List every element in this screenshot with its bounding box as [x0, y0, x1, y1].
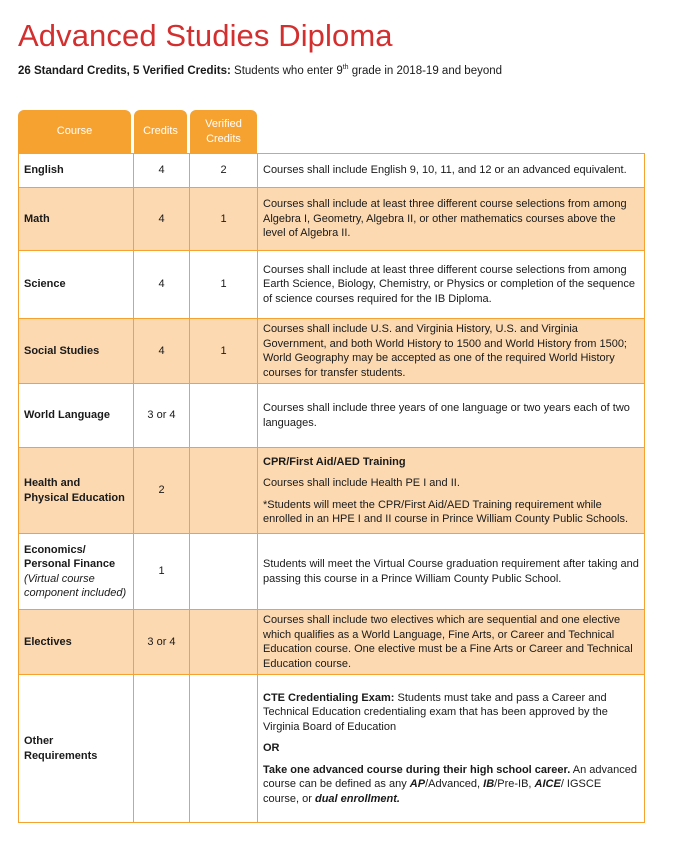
advanced-text: /Advanced, [425, 778, 481, 791]
table-row [19, 154, 645, 188]
credits-cell: 4 [134, 154, 190, 188]
cte-label: CTE Credentialing Exam: [263, 691, 395, 704]
description-cell: Courses shall include U.S. and Virginia History, U.S. and Virginia Government, and both World History to 1500 and World History from 1500; World Geography may be accepted as one of the required World History courses for transfer students. [258, 319, 645, 384]
advanced-text: / IGSCE course, or [263, 778, 602, 805]
advanced-course-paragraph [263, 763, 639, 807]
header-credits: Credits [134, 110, 187, 153]
course-cell: Social Studies [19, 319, 134, 384]
verified-credits-cell [190, 384, 258, 448]
credits-cell: 2 [134, 448, 190, 534]
description-cell [258, 448, 645, 534]
course-line: Health and [24, 477, 81, 489]
description-paragraph: Courses shall include Health PE I and II. [263, 477, 460, 489]
header-verified-line1: Verified [205, 117, 242, 130]
course-cell: Math [19, 188, 134, 251]
verified-credits-cell: 1 [190, 188, 258, 251]
subtitle-superscript: th [342, 64, 349, 71]
page-title: Advanced Studies Diploma [18, 18, 393, 53]
table-row [19, 534, 645, 610]
dual-enrollment-term: dual enrollment. [314, 792, 400, 805]
course-line: Physical Education [24, 491, 125, 504]
subtitle-text-post: grade in 2018-19 and beyond [351, 64, 503, 77]
verified-credits-cell: 1 [190, 319, 258, 384]
table-row [19, 384, 645, 448]
cte-text: Students must take and pass a Career and Technical Education credentialing exam that has been approved by the Virginia Board of Education [263, 691, 608, 733]
table-row [19, 188, 645, 251]
description-cell: Courses shall include at least three different course selections from among Earth Science, Biology, Chemistry, or Physics or completion of the sequence of science courses required for the IB Diploma. [258, 251, 645, 319]
or-label: OR [263, 742, 280, 755]
credits-cell: 1 [134, 534, 190, 610]
course-line: Personal Finance [24, 558, 116, 570]
course-cell: Science [19, 251, 134, 319]
course-line: Economics/ [24, 543, 86, 556]
course-cell [19, 675, 134, 823]
credits-cell: 4 [134, 319, 190, 384]
cte-paragraph [263, 691, 639, 735]
credits-cell: 3 or 4 [134, 384, 190, 448]
course-cell: Electives [19, 610, 134, 675]
course-line: Requirements [24, 749, 98, 762]
course-line: Other [24, 735, 54, 747]
credits-cell [134, 675, 190, 823]
credits-cell: 4 [134, 188, 190, 251]
verified-credits-cell [190, 534, 258, 610]
description-cell: Courses shall include three years of one language or two years each of two languages. [258, 384, 645, 448]
header-verified-line2: Credits [206, 132, 241, 145]
description-cell: Students will meet the Virtual Course graduation requirement after taking and passing this course in a Prince William County Public School. [258, 534, 645, 610]
verified-credits-cell [190, 448, 258, 534]
description-paragraph: *Students will meet the CPR/First Aid/AED Training requirement while enrolled in an HPE I and II course in Prince William County Public Schools. [263, 498, 629, 525]
table-row [19, 319, 645, 384]
cpr-heading: CPR/First Aid/AED Training [263, 455, 406, 468]
advanced-text: /Pre-IB, [494, 778, 532, 791]
ap-term: AP [409, 778, 426, 791]
advanced-course-label: Take one advanced course during their high school career. [263, 763, 571, 776]
header-course: Course [18, 110, 131, 153]
aice-term: AICE [534, 778, 561, 791]
verified-credits-cell: 2 [190, 154, 258, 188]
description-cell: Courses shall include English 9, 10, 11, and 12 or an advanced equivalent. [258, 154, 645, 188]
verified-credits-cell [190, 610, 258, 675]
description-cell [258, 675, 645, 823]
table-row [19, 251, 645, 319]
table-row [19, 610, 645, 675]
course-cell [19, 534, 134, 610]
verified-credits-cell [190, 675, 258, 823]
credits-cell: 3 or 4 [134, 610, 190, 675]
subtitle-text-pre: Students who enter 9 [234, 64, 343, 77]
description-cell: Courses shall include at least three different course selections from among Algebra I, Geometry, Algebra II, or other mathematics courses above the level of Algebra II. [258, 188, 645, 251]
header-verified-credits [190, 110, 257, 153]
table-row [19, 448, 645, 534]
course-cell: World Language [19, 384, 134, 448]
credits-cell: 4 [134, 251, 190, 319]
course-cell: English [19, 154, 134, 188]
requirements-table [18, 153, 645, 823]
ib-term: IB [483, 778, 495, 791]
subtitle-credits: 26 Standard Credits, 5 Verified Credits: [18, 64, 231, 77]
verified-credits-cell: 1 [190, 251, 258, 319]
description-cell: Courses shall include two electives which are sequential and one elective which qualifies as a World Language, Fine Arts, or Career and Technical Education course. One elective must be a Fine Arts or Career and Technical Education course. [258, 610, 645, 675]
table-row [19, 675, 645, 823]
course-note: (Virtual course component included) [24, 572, 127, 599]
page-subtitle [18, 64, 502, 77]
advanced-text: An advanced course can be defined as any [263, 763, 637, 791]
course-cell [19, 448, 134, 534]
